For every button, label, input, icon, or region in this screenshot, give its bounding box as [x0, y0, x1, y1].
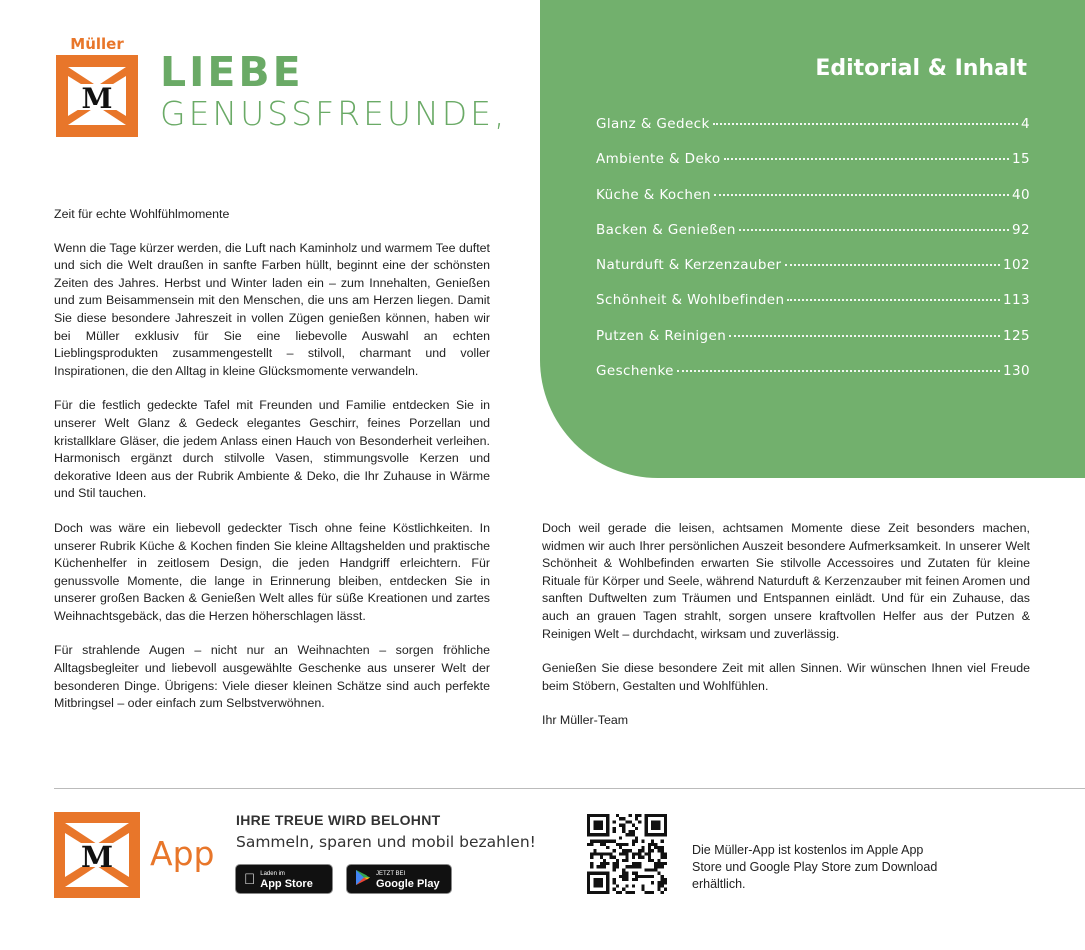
toc-item-label: Ambiente & Deko — [596, 151, 721, 168]
toc-item-label: Backen & Genießen — [596, 221, 736, 238]
toc-item[interactable] — [596, 151, 1030, 186]
mueller-logo — [54, 34, 140, 140]
app-store-label: App Store — [249, 878, 302, 890]
toc-leader — [677, 370, 1000, 372]
apple-icon — [244, 871, 255, 888]
toc-item[interactable] — [596, 222, 1030, 257]
footer-divider — [54, 788, 1085, 789]
app-store-button[interactable] — [235, 864, 333, 894]
mueller-logo-graphic — [54, 34, 140, 140]
toc-item-page: 40 — [1012, 186, 1030, 203]
svg-text:M: M — [81, 82, 113, 115]
app-store-small-text: Laden im — [249, 871, 274, 877]
svg-text:Müller: Müller — [70, 35, 124, 53]
toc-leader — [714, 194, 1009, 196]
editorial-paragraph: Genießen Sie diese besondere Zeit mit allen Sinnen. Wir wünschen Ihnen viel Freude beim Stöbern, Gestalten und Wohlfühlen. — [542, 661, 1030, 693]
toc-item[interactable] — [596, 328, 1030, 363]
google-play-small-text: JETZT BEI — [376, 871, 406, 877]
toc-leader — [739, 229, 1009, 231]
svg-text:M: M — [80, 840, 114, 874]
editorial-paragraph: Für die festlich gedeckte Tafel mit Freunden und Familie entdecken Sie in unserer Welt Glanz & Gedeck elegantes Geschirr, feines Porzellan und kristallklare Gläser, die jedem Anlass einen Hauch von Besonderheit verleihen. Harmonisch ergänzt durch stilvolle Vasen, stimmungsvolle Kerzen und dekorative Ideen aus der Rubrik Ambiente & Deko, die Ihr Zuhause in Wärme und Stil tauchen. — [54, 398, 490, 501]
promo-subtitle: Sammeln, sparen und mobil bezahlen! — [236, 833, 536, 851]
toc-item[interactable] — [596, 257, 1030, 292]
editorial-subhead: Zeit für echte Wohlfühlmomente — [54, 207, 230, 221]
promo-title: IHRE TREUE WIRD BELOHNT — [236, 812, 441, 828]
toc-item[interactable] — [596, 292, 1030, 327]
toc-item-label: Glanz & Gedeck — [596, 116, 710, 132]
google-play-button[interactable] — [346, 864, 452, 894]
toc-item-page: 92 — [1012, 221, 1030, 238]
qr-code-graphic — [587, 814, 667, 894]
editorial-paragraph: Doch was wäre ein liebevoll gedeckter Tisch ohne feine Köstlichkeiten. In unserer Rubrik Küche & Kochen finden Sie kleine Alltagshelden und praktische Küchenhelfer in zeitlosem Design, die jeden Handgriff erleichtern. Für genussvolle Momente, die lange in Erinnerung bleiben, entdecken Sie in unserer großen Backen & Genießen Welt alles für süße Kreationen und zartes Weihnachtsgebäck, das die Herzen höherschlagen lässt. — [54, 520, 490, 623]
toc-leader — [729, 335, 1000, 337]
toc-item-page: 4 — [1021, 116, 1030, 132]
toc-leader — [713, 123, 1018, 125]
toc-item[interactable] — [596, 116, 1030, 151]
app-label: App — [150, 834, 215, 873]
toc-item[interactable] — [596, 363, 1030, 398]
toc-leader — [787, 299, 1000, 301]
toc-item-page: 113 — [1003, 292, 1030, 309]
toc-item-label: Küche & Kochen — [596, 186, 712, 203]
toc-leader — [785, 264, 1001, 266]
headline-line1: LIEBE — [160, 48, 304, 96]
editorial-right-column — [542, 520, 1030, 747]
toc-leader — [724, 158, 1009, 160]
toc-item-page: 15 — [1012, 151, 1030, 168]
google-play-icon — [355, 869, 371, 890]
qr-code[interactable] — [587, 814, 667, 894]
app-logo[interactable] — [54, 812, 144, 898]
headline — [160, 50, 508, 134]
toc-item-page: 130 — [1003, 363, 1030, 380]
editorial-signoff: Ihr Müller-Team — [542, 713, 629, 728]
app-download-note: Die Müller-App ist kostenlos im Apple App Store und Google Play Store zum Download erhältlich. — [692, 843, 938, 891]
editorial-paragraph: Doch weil gerade die leisen, achtsamen Momente diese Zeit besonders machen, widmen wir auch Ihrer persönlichen Auszeit besondere Aufmerksamkeit. In unserer Welt Schönheit & Wohlbefinden erwarten Sie stilvolle Accessoires und Zutaten für kleine Rituale für Körper und Seele, während Naturduft & Kerzenzauber mit feinen Aromen und sanften Duftwelten zum Träumen und Entspannen einlädt. Und für ein Zuhause, das auch an grauen Tagen strahlt, sorgen unsere kraftvollen Helfer aus der Putzen & Reinigen Welt – durchdacht, wirksam und zuverlässig. — [542, 521, 1030, 641]
google-play-label: Google Play — [376, 878, 440, 890]
editorial-paragraph: Wenn die Tage kürzer werden, die Luft nach Kaminholz und warmem Tee duftet und sich die Welt draußen in sanfte Farben hüllt, beginnt eine der schönsten Zeiten des Jahres. Herbst und Winter laden ein – zum Innehalten, Genießen und zum Beisammensein mit den Menschen, die uns am Herzen liegen. Damit Sie diese besondere Jahreszeit in vollen Zügen genießen können, haben wir bei Müller exklusiv für Sie eine liebevolle Auswahl an echten Lieblingsprodukten zusammengestellt – stilvoll, charmant und voller Inspirationen, die den Alltag in kleine Glücksmomente verwandeln. — [54, 240, 490, 378]
toc-item-page: 102 — [1003, 257, 1030, 274]
toc-item-label: Naturduft & Kerzenzauber — [596, 257, 782, 274]
toc-title: Editorial & Inhalt — [815, 56, 1027, 81]
table-of-contents — [596, 116, 1030, 398]
toc-item-label: Putzen & Reinigen — [596, 327, 727, 344]
toc-item-page: 125 — [1003, 327, 1030, 344]
toc-item-label: Schönheit & Wohlbefinden — [596, 292, 785, 309]
headline-line2: GENUSSFREUNDE, — [160, 94, 508, 133]
editorial-paragraph: Für strahlende Augen – nicht nur an Weihnachten – sorgen fröhliche Alltagsbegleiter und liebevoll ausgewählte Geschenke aus unserer Welt der besonderen Dinge. Übrigens: Viele dieser kleinen Schätze sind auch perfekte Mitbringsel – oder einfach zum Selbstverwöhnen. — [54, 643, 490, 711]
app-logo-graphic — [54, 812, 144, 898]
editorial-left-column — [54, 206, 490, 730]
toc-item-label: Geschenke — [596, 363, 674, 380]
toc-item[interactable] — [596, 187, 1030, 222]
